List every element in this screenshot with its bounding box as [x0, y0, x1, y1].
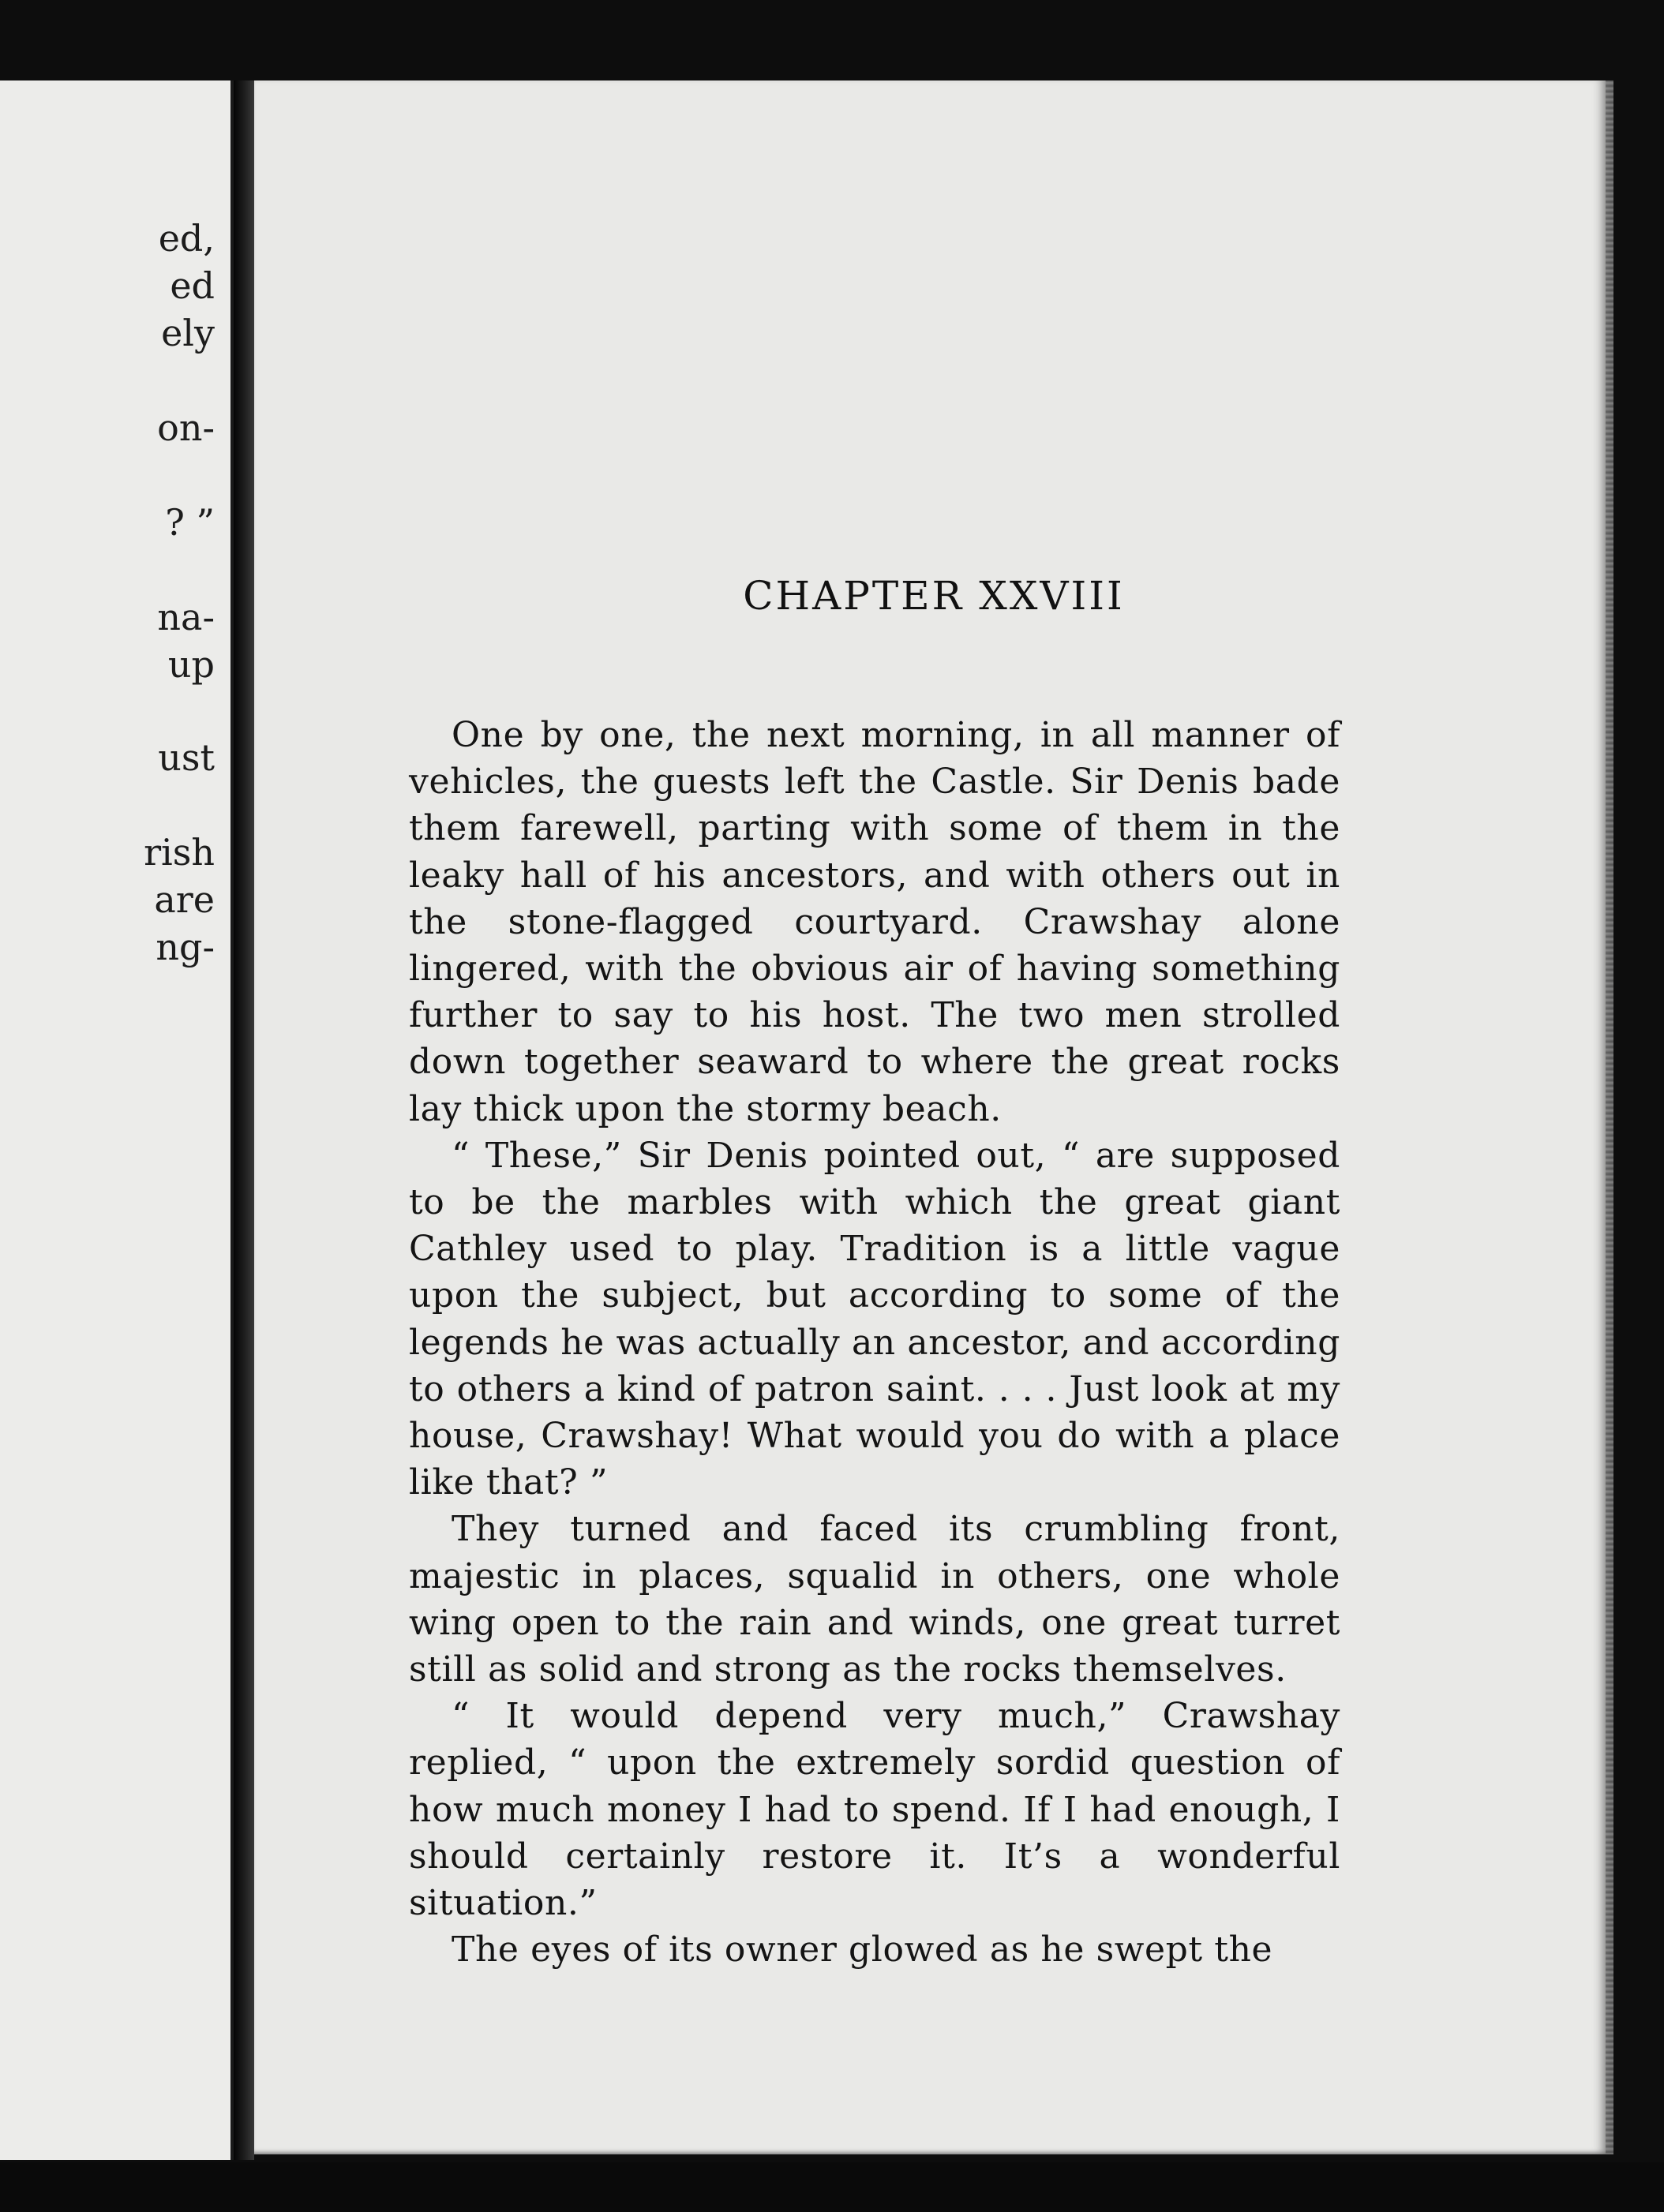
left-page-fragment: ust	[158, 736, 215, 779]
book-page	[254, 80, 1613, 2154]
left-facing-page	[0, 80, 234, 2160]
paragraph: One by one, the next morning, in all manner of vehicles, the guests left the Castle. Sir Denis bade them farewell, parting with some of them in the leaky hall of his ancestors, and with others out in the stone-flagged courtyard. Crawshay alone lingered, with the obvious air of having something further to say to his host. The two men strolled down together seaward to where the great rocks lay thick upon the stormy beach.	[409, 715, 1340, 1129]
left-page-fragment: ely	[161, 312, 215, 354]
left-page-fragment: rish	[144, 831, 215, 874]
left-page-fragment: ed	[170, 264, 215, 307]
left-page-fragment: up	[167, 643, 215, 686]
left-page-fragment: ng-	[156, 926, 215, 968]
paragraph: The eyes of its owner glowed as he swept the	[452, 1929, 1273, 1971]
left-page-fragment: on-	[157, 406, 215, 449]
page-body-text	[409, 712, 1340, 1973]
scan-border	[0, 2162, 1664, 2212]
left-page-fragment: are	[154, 878, 215, 921]
left-page-fragment: ? ”	[165, 501, 215, 544]
paragraph: “ It would depend very much,” Crawshay replied, “ upon the extremely sordid question of how much money I had to spend. If I had enough, I should certainly restore it. It’s a wonderful situation.”	[409, 1696, 1340, 1924]
chapter-heading: CHAPTER XXVIII	[743, 572, 1125, 619]
left-page-fragment: ed,	[158, 217, 215, 260]
book-gutter	[234, 80, 254, 2160]
paragraph: “ These,” Sir Denis pointed out, “ are supposed to be the marbles with which the great giant Cathley used to play. Tradition is a little vague upon the subject, but according to some of the legends he was actually an ancestor, and according to others a kind of patron saint. . . . Just look at my house, Crawshay! What would you do with a place like that? ”	[409, 1135, 1340, 1503]
paragraph: They turned and faced its crumbling front, majestic in places, squalid in others, one whole wing open to the rain and winds, one great turret still as solid and strong as the rocks themselves.	[409, 1509, 1340, 1690]
left-page-fragment: na-	[157, 596, 215, 638]
